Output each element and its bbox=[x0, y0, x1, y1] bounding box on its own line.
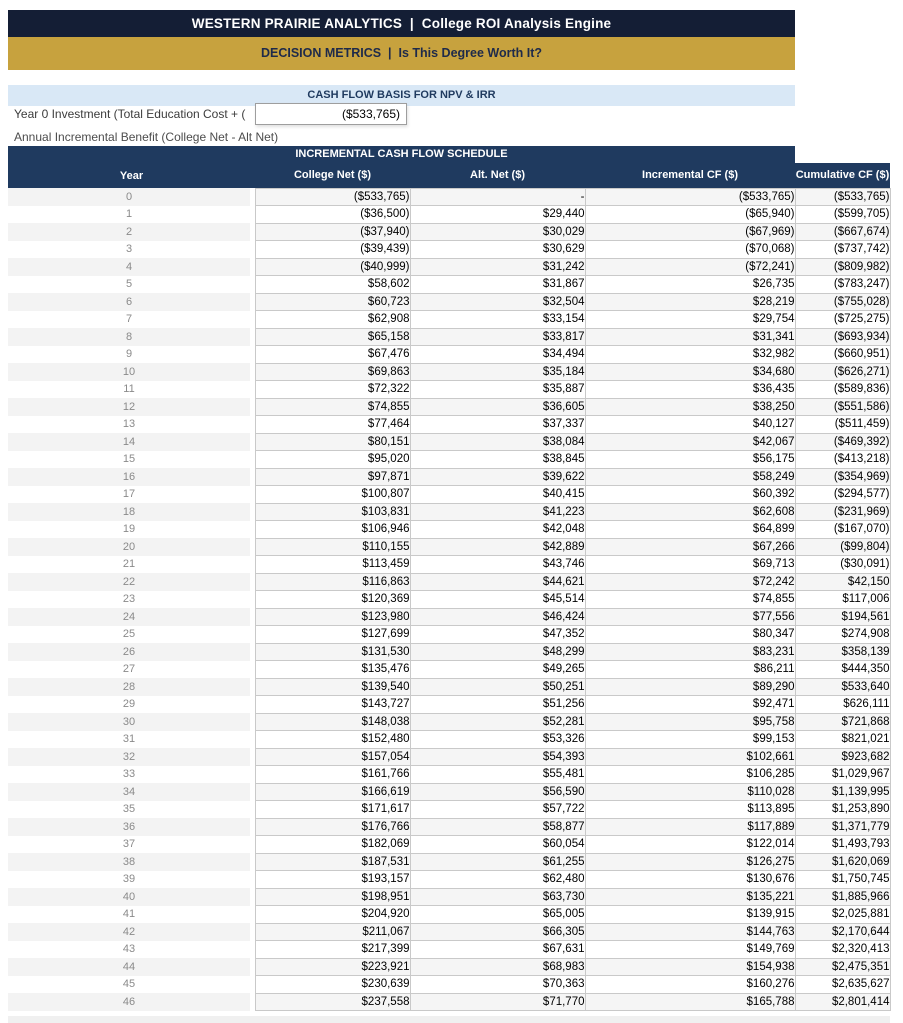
data-cell[interactable]: ($511,459) bbox=[795, 416, 890, 434]
data-cell[interactable]: $157,054 bbox=[255, 748, 410, 766]
data-cell[interactable]: ($755,028) bbox=[795, 293, 890, 311]
data-cell[interactable]: $97,871 bbox=[255, 468, 410, 486]
year-cell: 28 bbox=[8, 678, 250, 696]
data-cell[interactable]: $193,157 bbox=[255, 871, 410, 889]
data-cell[interactable]: ($99,804) bbox=[795, 538, 890, 556]
table-row bbox=[8, 468, 890, 486]
data-cell[interactable]: $117,889 bbox=[585, 818, 795, 836]
data-cell[interactable]: $127,699 bbox=[255, 626, 410, 644]
column-header-college-net: College Net ($) bbox=[255, 163, 410, 188]
data-cell[interactable]: $33,817 bbox=[410, 328, 585, 346]
data-cell[interactable]: $176,766 bbox=[255, 818, 410, 836]
table-row bbox=[8, 188, 890, 206]
schedule-table bbox=[8, 163, 891, 1011]
data-cell[interactable]: $2,635,627 bbox=[795, 976, 890, 994]
column-header-alt-net: Alt. Net ($) bbox=[410, 163, 585, 188]
table-row bbox=[8, 346, 890, 364]
decision-metrics-bar: DECISION METRICS | Is This Degree Worth It? bbox=[8, 37, 795, 70]
data-cell[interactable]: ($667,674) bbox=[795, 223, 890, 241]
year-cell: 32 bbox=[8, 748, 250, 766]
data-cell[interactable]: $821,021 bbox=[795, 731, 890, 749]
data-cell[interactable]: $106,946 bbox=[255, 521, 410, 539]
table-row bbox=[8, 223, 890, 241]
data-cell[interactable]: $135,476 bbox=[255, 661, 410, 679]
data-cell[interactable]: $130,676 bbox=[585, 871, 795, 889]
data-cell[interactable]: $39,622 bbox=[410, 468, 585, 486]
data-cell[interactable]: $55,481 bbox=[410, 766, 585, 784]
data-cell[interactable]: $51,256 bbox=[410, 696, 585, 714]
table-row bbox=[8, 678, 890, 696]
data-cell[interactable]: $274,908 bbox=[795, 626, 890, 644]
year-cell: 42 bbox=[8, 923, 250, 941]
data-cell[interactable]: ($809,982) bbox=[795, 258, 890, 276]
data-cell[interactable]: $1,620,069 bbox=[795, 853, 890, 871]
data-cell[interactable]: $626,111 bbox=[795, 696, 890, 714]
year-cell: 31 bbox=[122, 733, 136, 746]
data-cell[interactable]: $120,369 bbox=[255, 591, 410, 609]
data-cell[interactable]: $2,320,413 bbox=[795, 941, 890, 959]
data-cell[interactable]: $131,530 bbox=[255, 643, 410, 661]
data-cell[interactable]: $31,242 bbox=[410, 258, 585, 276]
data-cell[interactable]: $217,399 bbox=[255, 941, 410, 959]
data-cell[interactable]: $126,275 bbox=[585, 853, 795, 871]
table-row bbox=[8, 818, 890, 836]
data-cell[interactable]: ($354,969) bbox=[795, 468, 890, 486]
table-row bbox=[8, 608, 890, 626]
data-cell[interactable]: $44,621 bbox=[410, 573, 585, 591]
year-cell: 20 bbox=[8, 538, 250, 556]
year0-investment-input[interactable]: ($533,765) bbox=[255, 103, 407, 125]
year-cell: 29 bbox=[122, 698, 136, 711]
table-row bbox=[8, 731, 890, 749]
data-cell[interactable]: $135,221 bbox=[585, 888, 795, 906]
data-cell[interactable]: $122,014 bbox=[585, 836, 795, 854]
data-cell[interactable]: ($65,940) bbox=[585, 206, 795, 224]
data-cell[interactable]: $165,788 bbox=[585, 993, 795, 1011]
data-cell[interactable]: $29,440 bbox=[410, 206, 585, 224]
table-row bbox=[8, 311, 890, 329]
data-cell[interactable]: $187,531 bbox=[255, 853, 410, 871]
data-cell[interactable]: $45,514 bbox=[410, 591, 585, 609]
data-cell[interactable]: $32,504 bbox=[410, 293, 585, 311]
table-row bbox=[8, 853, 890, 871]
data-cell[interactable]: $29,754 bbox=[585, 311, 795, 329]
data-cell[interactable]: $444,350 bbox=[795, 661, 890, 679]
table-row bbox=[8, 521, 890, 539]
year-cell: 0 bbox=[8, 188, 250, 206]
year-cell: 17 bbox=[122, 488, 136, 501]
data-cell[interactable]: $113,459 bbox=[255, 556, 410, 574]
data-cell[interactable]: $1,371,779 bbox=[795, 818, 890, 836]
data-cell[interactable]: $34,680 bbox=[585, 363, 795, 381]
data-cell[interactable]: $1,493,793 bbox=[795, 836, 890, 854]
table-row bbox=[8, 293, 890, 311]
year-cell: 37 bbox=[122, 838, 136, 851]
table-row bbox=[8, 328, 890, 346]
data-cell[interactable]: $110,155 bbox=[255, 538, 410, 556]
data-cell[interactable]: ($533,765) bbox=[795, 188, 890, 206]
data-cell[interactable]: $92,471 bbox=[585, 696, 795, 714]
year-cell: 9 bbox=[125, 348, 133, 361]
data-cell[interactable]: ($737,742) bbox=[795, 241, 890, 259]
column-header-incremental-cf: Incremental CF ($) bbox=[585, 163, 795, 188]
table-row bbox=[8, 643, 890, 661]
data-cell[interactable]: $53,326 bbox=[410, 731, 585, 749]
table-row bbox=[8, 573, 890, 591]
data-cell[interactable]: $33,154 bbox=[410, 311, 585, 329]
data-cell[interactable]: $65,005 bbox=[410, 906, 585, 924]
table-row bbox=[8, 538, 890, 556]
table-row bbox=[8, 748, 890, 766]
data-cell[interactable]: ($294,577) bbox=[795, 486, 890, 504]
data-cell[interactable]: $80,347 bbox=[585, 626, 795, 644]
data-cell[interactable]: $144,763 bbox=[585, 923, 795, 941]
data-cell[interactable]: $67,631 bbox=[410, 941, 585, 959]
year-cell: 10 bbox=[8, 363, 250, 381]
data-cell[interactable]: $204,920 bbox=[255, 906, 410, 924]
data-cell[interactable]: $74,855 bbox=[585, 591, 795, 609]
year-cell: 3 bbox=[125, 243, 133, 256]
year-cell: 24 bbox=[8, 608, 250, 626]
data-cell[interactable]: $106,285 bbox=[585, 766, 795, 784]
table-row bbox=[8, 276, 890, 294]
data-cell[interactable]: $58,602 bbox=[255, 276, 410, 294]
data-cell[interactable]: ($37,940) bbox=[255, 223, 410, 241]
table-header-row bbox=[8, 163, 890, 188]
table-row bbox=[8, 486, 890, 504]
year-cell: 34 bbox=[8, 783, 250, 801]
data-cell[interactable]: $58,249 bbox=[585, 468, 795, 486]
table-row bbox=[8, 556, 890, 574]
data-cell[interactable]: ($469,392) bbox=[795, 433, 890, 451]
data-cell[interactable]: $34,494 bbox=[410, 346, 585, 364]
data-cell[interactable]: ($72,241) bbox=[585, 258, 795, 276]
year-cell: 33 bbox=[122, 768, 136, 781]
data-cell[interactable]: $72,322 bbox=[255, 381, 410, 399]
data-cell[interactable]: $72,242 bbox=[585, 573, 795, 591]
partial-next-row bbox=[8, 1016, 890, 1023]
data-cell[interactable]: $71,770 bbox=[410, 993, 585, 1011]
data-cell[interactable]: $52,281 bbox=[410, 713, 585, 731]
year-cell: 16 bbox=[8, 468, 250, 486]
data-cell[interactable]: ($40,999) bbox=[255, 258, 410, 276]
data-cell[interactable]: $533,640 bbox=[795, 678, 890, 696]
data-cell[interactable]: $86,211 bbox=[585, 661, 795, 679]
data-cell[interactable]: $68,983 bbox=[410, 958, 585, 976]
year-cell: 35 bbox=[122, 803, 136, 816]
data-cell[interactable]: $28,219 bbox=[585, 293, 795, 311]
data-cell[interactable]: $54,393 bbox=[410, 748, 585, 766]
table-row bbox=[8, 836, 890, 854]
incremental-cash-flow-table bbox=[8, 163, 890, 1011]
data-cell[interactable]: $38,084 bbox=[410, 433, 585, 451]
table-row bbox=[8, 713, 890, 731]
data-cell[interactable]: $1,139,995 bbox=[795, 783, 890, 801]
data-cell[interactable]: $74,855 bbox=[255, 398, 410, 416]
data-cell[interactable]: $95,758 bbox=[585, 713, 795, 731]
data-cell[interactable]: $36,435 bbox=[585, 381, 795, 399]
year-cell: 43 bbox=[122, 943, 136, 956]
data-cell[interactable]: $198,951 bbox=[255, 888, 410, 906]
table-row bbox=[8, 398, 890, 416]
data-cell[interactable]: ($167,070) bbox=[795, 521, 890, 539]
year-cell: 39 bbox=[122, 873, 136, 886]
data-cell[interactable]: ($589,836) bbox=[795, 381, 890, 399]
year-cell: 5 bbox=[125, 278, 133, 291]
data-cell[interactable]: $69,713 bbox=[585, 556, 795, 574]
year-cell: 1 bbox=[125, 208, 133, 221]
data-cell[interactable]: ($660,951) bbox=[795, 346, 890, 364]
data-cell[interactable]: ($30,091) bbox=[795, 556, 890, 574]
data-cell[interactable]: $67,266 bbox=[585, 538, 795, 556]
data-cell[interactable]: $26,735 bbox=[585, 276, 795, 294]
data-cell[interactable]: $35,184 bbox=[410, 363, 585, 381]
year-cell: 44 bbox=[8, 958, 250, 976]
table-row bbox=[8, 783, 890, 801]
data-cell[interactable]: $148,038 bbox=[255, 713, 410, 731]
data-cell[interactable]: $358,139 bbox=[795, 643, 890, 661]
data-cell[interactable]: $103,831 bbox=[255, 503, 410, 521]
data-cell[interactable]: $62,908 bbox=[255, 311, 410, 329]
data-cell[interactable]: $194,561 bbox=[795, 608, 890, 626]
schedule-title-bar: INCREMENTAL CASH FLOW SCHEDULE bbox=[8, 146, 795, 163]
data-cell[interactable]: $1,029,967 bbox=[795, 766, 890, 784]
data-cell[interactable]: $80,151 bbox=[255, 433, 410, 451]
year-cell: 4 bbox=[8, 258, 250, 276]
data-cell[interactable]: $2,170,644 bbox=[795, 923, 890, 941]
data-cell[interactable]: $60,392 bbox=[585, 486, 795, 504]
table-row bbox=[8, 661, 890, 679]
year-cell: 22 bbox=[8, 573, 250, 591]
year-cell: 26 bbox=[8, 643, 250, 661]
data-cell[interactable]: $123,980 bbox=[255, 608, 410, 626]
year-cell: 45 bbox=[122, 978, 136, 991]
data-cell[interactable]: $36,605 bbox=[410, 398, 585, 416]
data-cell[interactable]: $166,619 bbox=[255, 783, 410, 801]
data-cell[interactable]: $38,845 bbox=[410, 451, 585, 469]
data-cell[interactable]: $64,899 bbox=[585, 521, 795, 539]
year-cell: 36 bbox=[8, 818, 250, 836]
data-cell[interactable]: $171,617 bbox=[255, 801, 410, 819]
table-row bbox=[8, 258, 890, 276]
data-cell[interactable]: $43,746 bbox=[410, 556, 585, 574]
data-cell[interactable]: ($67,969) bbox=[585, 223, 795, 241]
data-cell[interactable]: $42,889 bbox=[410, 538, 585, 556]
data-cell[interactable]: $143,727 bbox=[255, 696, 410, 714]
data-cell[interactable]: - bbox=[410, 188, 585, 206]
year-cell: 12 bbox=[8, 398, 250, 416]
data-cell[interactable]: $56,590 bbox=[410, 783, 585, 801]
data-cell[interactable]: $40,127 bbox=[585, 416, 795, 434]
data-cell[interactable]: $161,766 bbox=[255, 766, 410, 784]
table-row bbox=[8, 906, 890, 924]
year-cell: 27 bbox=[122, 663, 136, 676]
data-cell[interactable]: $37,337 bbox=[410, 416, 585, 434]
data-cell[interactable]: $149,769 bbox=[585, 941, 795, 959]
data-cell[interactable]: $182,069 bbox=[255, 836, 410, 854]
table-row bbox=[8, 871, 890, 889]
data-cell[interactable]: ($533,765) bbox=[255, 188, 410, 206]
annual-incremental-benefit-label: Annual Incremental Benefit (College Net - Alt Net) bbox=[14, 130, 279, 144]
data-cell[interactable]: $102,661 bbox=[585, 748, 795, 766]
data-cell[interactable]: $47,352 bbox=[410, 626, 585, 644]
data-cell[interactable]: $66,305 bbox=[410, 923, 585, 941]
table-row bbox=[8, 363, 890, 381]
data-cell[interactable]: $2,475,351 bbox=[795, 958, 890, 976]
data-cell[interactable]: $100,807 bbox=[255, 486, 410, 504]
year-cell: 15 bbox=[122, 453, 136, 466]
data-cell[interactable]: $117,006 bbox=[795, 591, 890, 609]
table-row bbox=[8, 433, 890, 451]
data-cell[interactable]: $62,480 bbox=[410, 871, 585, 889]
table-row bbox=[8, 696, 890, 714]
app-title-bar: WESTERN PRAIRIE ANALYTICS | College ROI Analysis Engine bbox=[8, 10, 795, 37]
table-row bbox=[8, 976, 890, 994]
data-cell[interactable]: $923,682 bbox=[795, 748, 890, 766]
year-cell: 19 bbox=[122, 523, 136, 536]
data-cell[interactable]: $32,982 bbox=[585, 346, 795, 364]
year-cell: 30 bbox=[8, 713, 250, 731]
table-row bbox=[8, 941, 890, 959]
table-row bbox=[8, 888, 890, 906]
cash-flow-basis-section-header: CASH FLOW BASIS FOR NPV & IRR bbox=[8, 85, 795, 106]
data-cell[interactable]: $60,723 bbox=[255, 293, 410, 311]
year-cell: 46 bbox=[8, 993, 250, 1011]
data-cell[interactable]: $46,424 bbox=[410, 608, 585, 626]
data-cell[interactable]: $223,921 bbox=[255, 958, 410, 976]
year-cell: 2 bbox=[8, 223, 250, 241]
data-cell[interactable]: $61,255 bbox=[410, 853, 585, 871]
data-cell[interactable]: $1,750,745 bbox=[795, 871, 890, 889]
table-row bbox=[8, 801, 890, 819]
data-cell[interactable]: $30,029 bbox=[410, 223, 585, 241]
data-cell[interactable]: $77,556 bbox=[585, 608, 795, 626]
data-cell[interactable]: $42,048 bbox=[410, 521, 585, 539]
data-cell[interactable]: $2,025,881 bbox=[795, 906, 890, 924]
data-cell[interactable]: $63,730 bbox=[410, 888, 585, 906]
data-cell[interactable]: $40,415 bbox=[410, 486, 585, 504]
year-cell: 25 bbox=[122, 628, 136, 641]
year-cell: 13 bbox=[122, 418, 136, 431]
table-row bbox=[8, 766, 890, 784]
table-row bbox=[8, 503, 890, 521]
year-cell: 40 bbox=[8, 888, 250, 906]
table-row bbox=[8, 923, 890, 941]
data-cell[interactable]: $42,067 bbox=[585, 433, 795, 451]
data-cell[interactable]: $211,067 bbox=[255, 923, 410, 941]
data-cell[interactable]: $1,253,890 bbox=[795, 801, 890, 819]
data-cell[interactable]: $70,363 bbox=[410, 976, 585, 994]
data-cell[interactable]: $50,251 bbox=[410, 678, 585, 696]
year-cell: 38 bbox=[8, 853, 250, 871]
data-cell[interactable]: $42,150 bbox=[795, 573, 890, 591]
year-cell: 14 bbox=[8, 433, 250, 451]
data-cell[interactable]: $83,231 bbox=[585, 643, 795, 661]
year-cell: 7 bbox=[125, 313, 133, 326]
year-cell: 41 bbox=[122, 908, 136, 921]
data-cell[interactable]: $160,276 bbox=[585, 976, 795, 994]
data-cell[interactable]: $62,608 bbox=[585, 503, 795, 521]
data-cell[interactable]: $49,265 bbox=[410, 661, 585, 679]
data-cell[interactable]: $38,250 bbox=[585, 398, 795, 416]
year-cell: 11 bbox=[123, 383, 135, 396]
data-cell[interactable]: $89,290 bbox=[585, 678, 795, 696]
table-row bbox=[8, 958, 890, 976]
table-row bbox=[8, 381, 890, 399]
year-cell: 6 bbox=[8, 293, 250, 311]
data-cell[interactable]: $95,020 bbox=[255, 451, 410, 469]
schedule-body bbox=[8, 188, 890, 1011]
year-cell: 23 bbox=[122, 593, 136, 606]
data-cell[interactable]: $58,877 bbox=[410, 818, 585, 836]
data-cell[interactable]: $67,476 bbox=[255, 346, 410, 364]
data-cell[interactable]: $48,299 bbox=[410, 643, 585, 661]
data-cell[interactable]: $139,540 bbox=[255, 678, 410, 696]
data-cell[interactable]: ($693,934) bbox=[795, 328, 890, 346]
data-cell[interactable]: $1,885,966 bbox=[795, 888, 890, 906]
table-row bbox=[8, 626, 890, 644]
table-row bbox=[8, 993, 890, 1011]
data-cell[interactable]: $57,722 bbox=[410, 801, 585, 819]
data-cell[interactable]: ($36,500) bbox=[255, 206, 410, 224]
year-cell: 18 bbox=[8, 503, 250, 521]
data-cell[interactable]: $116,863 bbox=[255, 573, 410, 591]
data-cell[interactable]: $69,863 bbox=[255, 363, 410, 381]
year0-investment-label: Year 0 Investment (Total Education Cost + ( bbox=[14, 107, 246, 121]
year-cell: 21 bbox=[122, 558, 136, 571]
data-cell[interactable]: ($231,969) bbox=[795, 503, 890, 521]
data-cell[interactable]: $110,028 bbox=[585, 783, 795, 801]
column-header-year: Year bbox=[8, 163, 255, 188]
data-cell[interactable]: $99,153 bbox=[585, 731, 795, 749]
column-header-cumulative-cf: Cumulative CF ($) bbox=[795, 163, 890, 188]
data-cell[interactable]: $113,895 bbox=[585, 801, 795, 819]
data-cell[interactable]: $41,223 bbox=[410, 503, 585, 521]
data-cell[interactable]: $139,915 bbox=[585, 906, 795, 924]
table-row bbox=[8, 451, 890, 469]
data-cell[interactable]: ($413,218) bbox=[795, 451, 890, 469]
table-row bbox=[8, 416, 890, 434]
data-cell[interactable]: ($551,586) bbox=[795, 398, 890, 416]
data-cell[interactable]: ($533,765) bbox=[585, 188, 795, 206]
data-cell[interactable]: ($626,271) bbox=[795, 363, 890, 381]
data-cell[interactable]: $65,158 bbox=[255, 328, 410, 346]
table-row bbox=[8, 241, 890, 259]
data-cell[interactable]: $152,480 bbox=[255, 731, 410, 749]
data-cell[interactable]: $154,938 bbox=[585, 958, 795, 976]
data-cell[interactable]: ($725,275) bbox=[795, 311, 890, 329]
data-cell[interactable]: $721,868 bbox=[795, 713, 890, 731]
data-cell[interactable]: $31,867 bbox=[410, 276, 585, 294]
data-cell[interactable]: ($599,705) bbox=[795, 206, 890, 224]
data-cell[interactable]: $31,341 bbox=[585, 328, 795, 346]
data-cell[interactable]: $56,175 bbox=[585, 451, 795, 469]
table-row bbox=[8, 591, 890, 609]
data-cell[interactable]: ($783,247) bbox=[795, 276, 890, 294]
data-cell[interactable]: $237,558 bbox=[255, 993, 410, 1011]
data-cell[interactable]: $2,801,414 bbox=[795, 993, 890, 1011]
year-cell: 8 bbox=[8, 328, 250, 346]
data-cell[interactable]: $35,887 bbox=[410, 381, 585, 399]
data-cell[interactable]: $230,639 bbox=[255, 976, 410, 994]
data-cell[interactable]: $60,054 bbox=[410, 836, 585, 854]
data-cell[interactable]: $30,629 bbox=[410, 241, 585, 259]
data-cell[interactable]: ($70,068) bbox=[585, 241, 795, 259]
data-cell[interactable]: $77,464 bbox=[255, 416, 410, 434]
data-cell[interactable]: ($39,439) bbox=[255, 241, 410, 259]
table-row bbox=[8, 206, 890, 224]
